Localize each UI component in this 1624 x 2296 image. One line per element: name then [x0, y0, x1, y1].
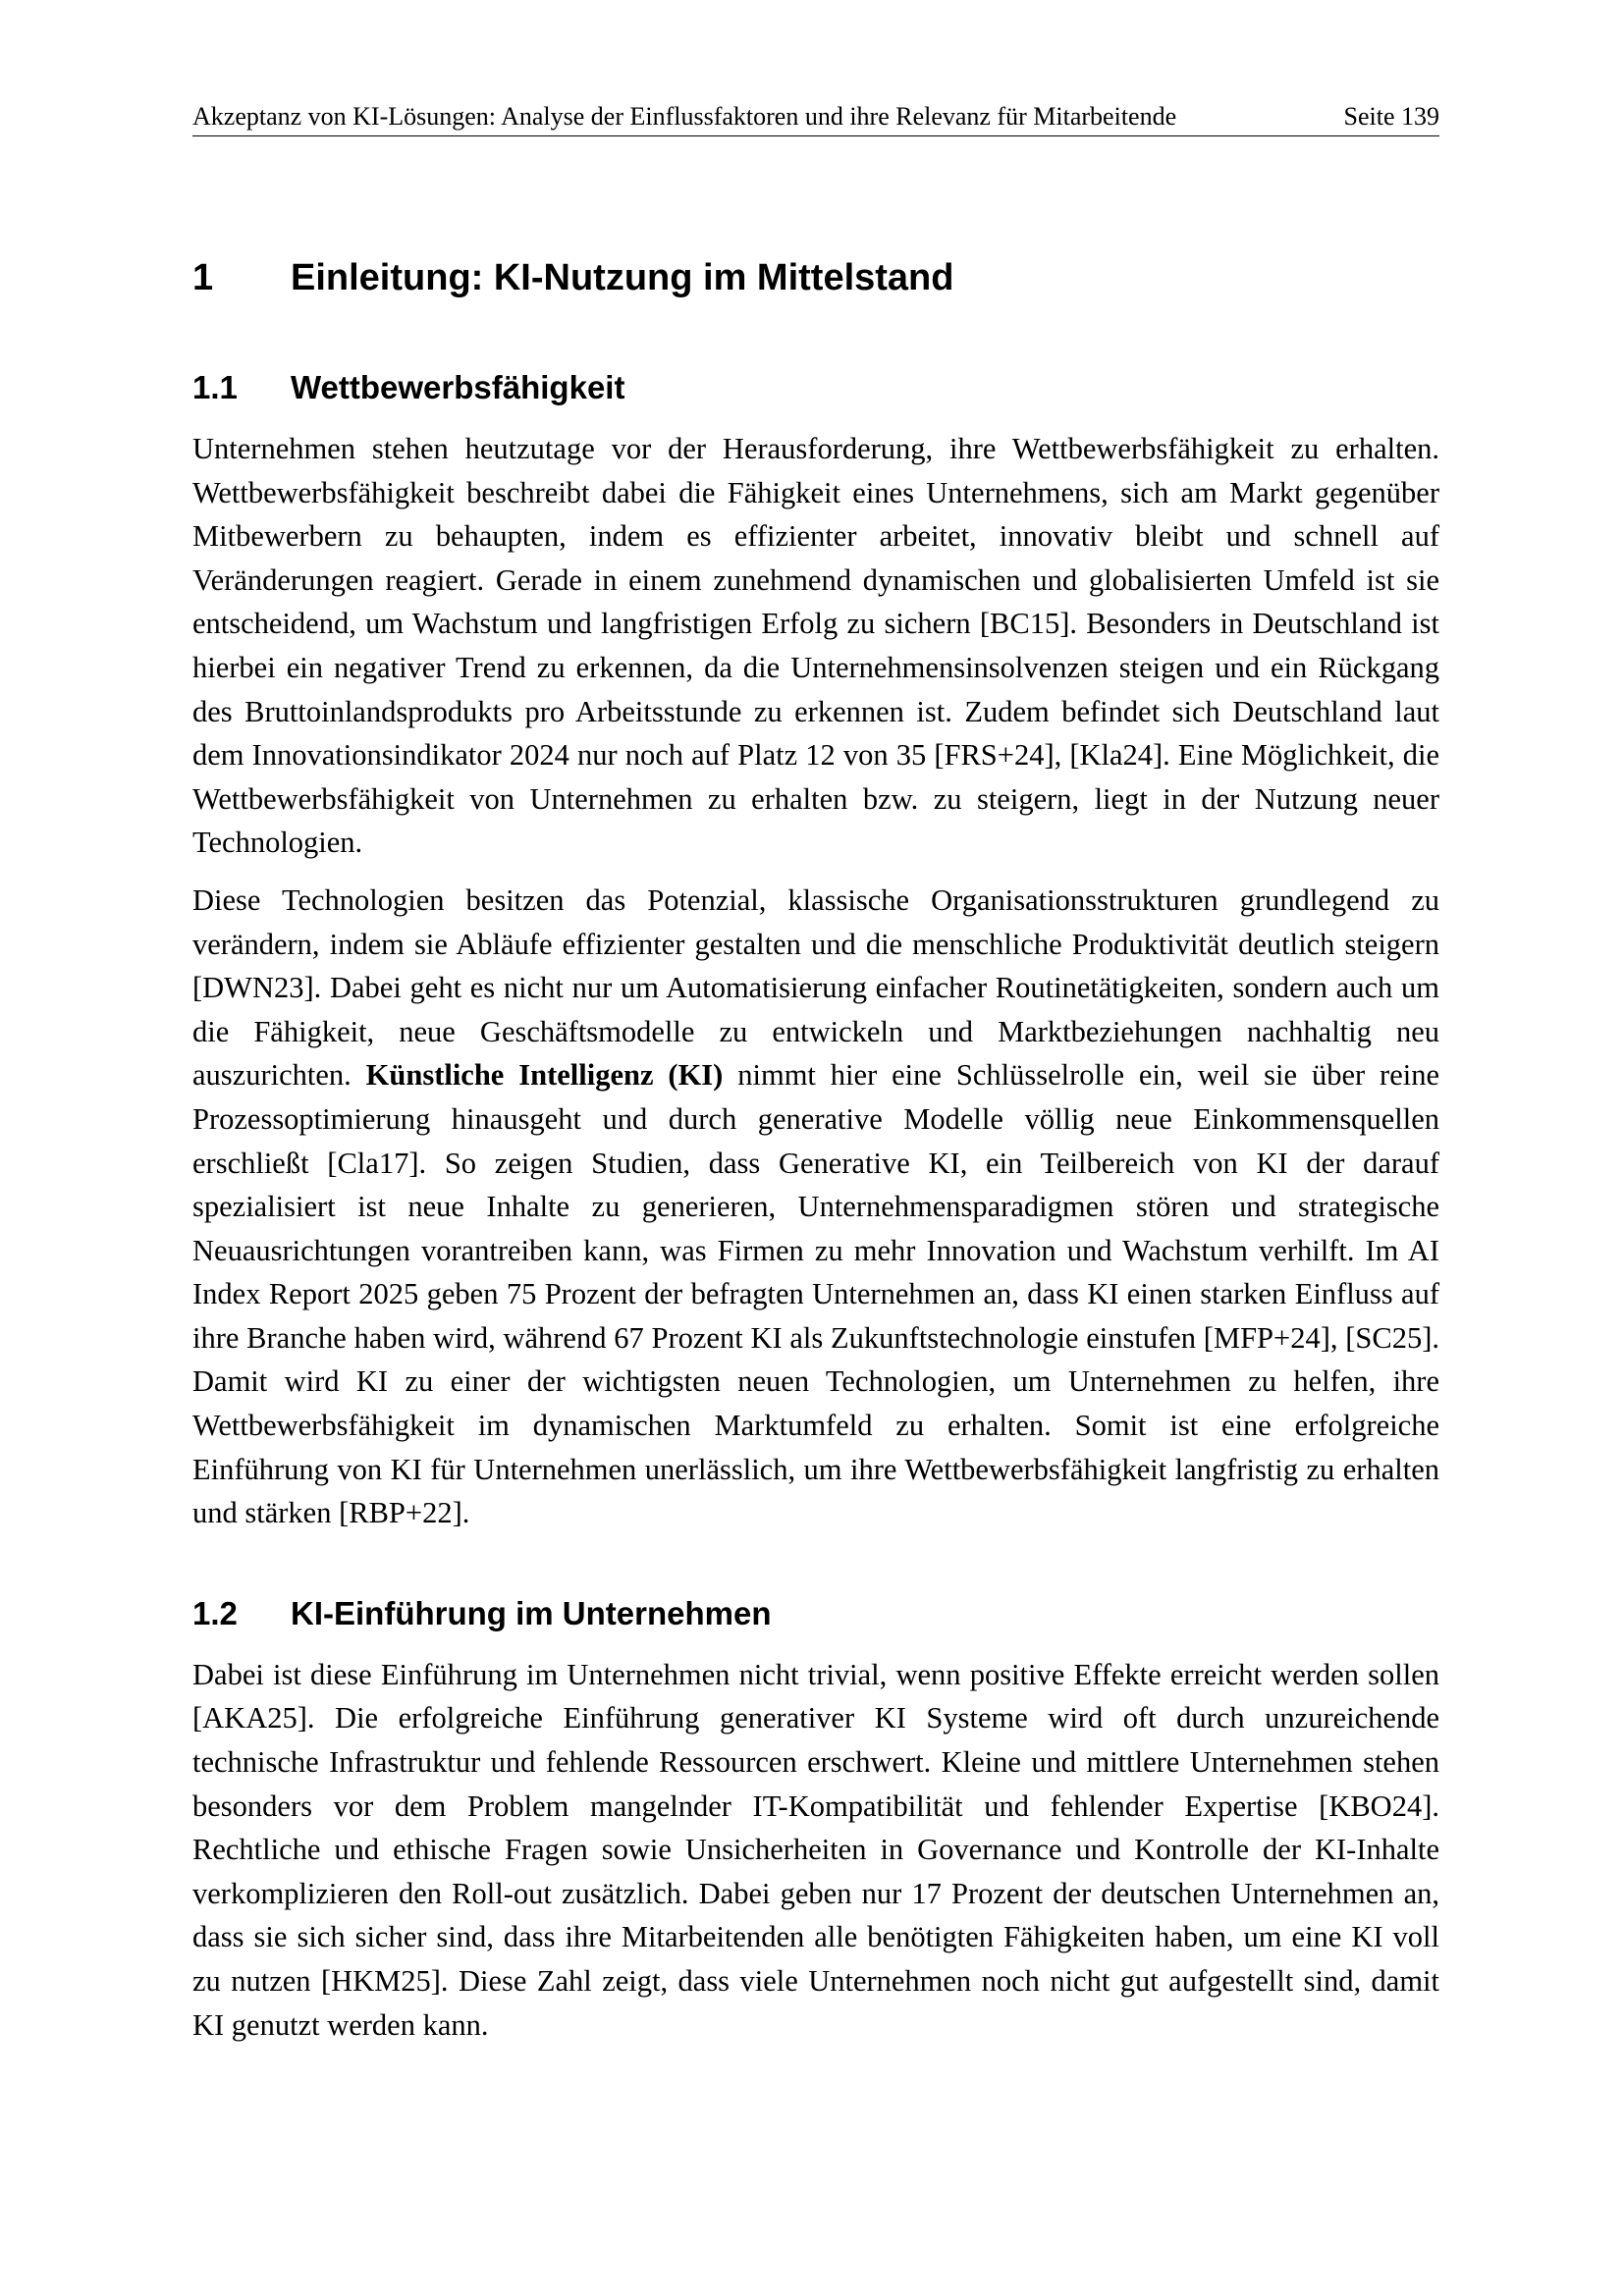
paragraph — [192, 879, 1439, 1535]
section-number: 1.2 — [192, 1594, 238, 1631]
page-number: Seite 139 — [1343, 102, 1439, 131]
section-heading-1-2 — [192, 1594, 1439, 1633]
paragraph-text: nimmt hier eine Schlüsselrolle ein, weil sie über reine Prozessoptimierung hinausgeht und durch generative Modelle völlig neue Einkommensquellen erschließt [Cla17]. So zeigen Studien, dass Generative KI, ein Teilbereich von KI der darauf spezialisiert ist neue Inhalte zu generieren, Unternehmensparadigmen stören und strategische Neuausrichtungen vorantreiben kann, was Firmen zu mehr Innovation und Wachstum verhilft. Im AI Index Report 2025 geben 75 Prozent der befragten Unternehmen an, dass KI einen starken Einfluss auf ihre Branche haben wird, während 67 Prozent KI als Zukunftstechnologie einstufen [MFP+24], [SC25]. Damit wird KI zu einer der wichtigsten neuen Technologien, um Unternehmen zu helfen, ihre Wettbewerbsfähigkeit im dynamischen Marktumfeld zu erhalten. Somit ist eine erfolgreiche Einführung von KI für Unternehmen unerlässlich, um ihre Wettbewerbsfähigkeit langfristig zu erhalten und stärken [RBP+22]. — [192, 1058, 1440, 1530]
term-highlight: Künstliche Intelligenz (KI) — [365, 1058, 724, 1093]
section-title: KI-Einführung im Unternehmen — [291, 1594, 772, 1631]
page — [192, 102, 1439, 2047]
chapter-title: Einleitung: KI-Nutzung im Mittelstand — [291, 257, 954, 298]
running-header — [192, 102, 1439, 136]
paragraph: Dabei ist diese Einführung im Unternehmen nicht trivial, wenn positive Effekte erreicht werden sollen [AKA25]. Die erfolgreiche Einführung generativer KI Systeme wird oft durch unzureichende technische Infrastruktur und fehlende Ressourcen erschwert. Kleine und mittlere Unternehmen stehen besonders vor dem Problem mangelnder IT-Kompatibilität und fehlender Expertise [KBO24]. Rechtliche und ethische Fragen sowie Unsicherheiten in Governance und Kontrolle der KI-Inhalte verkomplizieren den Roll-out zusätzlich. Dabei geben nur 17 Prozent der deutschen Unternehmen an, dass sie sich sicher sind, dass ihre Mitarbeitenden alle benötigten Fähigkeiten haben, um eine KI voll zu nutzen [HKM25]. Diese Zahl zeigt, dass viele Unternehmen noch nicht gut aufgestellt sind, damit KI genutzt werden kann. — [192, 1657, 1439, 2042]
header-title: Akzeptanz von KI-Lösungen: Analyse der Einflussfaktoren und ihre Relevanz für Mitarbeitende — [192, 102, 1177, 131]
paragraph: Unternehmen stehen heutzutage vor der Herausforderung, ihre Wettbewerbsfähigkeit zu erhalten. Wettbewerbsfähigkeit beschreibt dabei die Fähigkeit eines Unternehmens, sich am Markt gegenüber Mitbewerbern zu behaupten, indem es effizienter arbeitet, innovativ bleibt und schnell auf Veränderungen reagiert. Gerade in einem zunehmend dynamischen und globalisierten Umfeld ist sie entscheidend, um Wachstum und langfristigen Erfolg zu sichern [BC15]. Besonders in Deutschland ist hierbei ein negativer Trend zu erkennen, da die Unternehmensinsolvenzen steigen und ein Rückgang des Bruttoinlandsprodukts pro Arbeitsstunde zu erkennen ist. Zudem befindet sich Deutschland laut dem Innovationsindikator 2024 nur noch auf Platz 12 von 35 [FRS+24], [Kla24]. Eine Möglichkeit, die Wettbewerbsfähigkeit von Unternehmen zu erhalten bzw. zu steigern, liegt in der Nutzung neuer Technologien. — [192, 432, 1439, 860]
chapter-heading — [192, 256, 1439, 299]
section-number: 1.1 — [192, 369, 238, 405]
paragraph-text: Diese Technologien besitzen das Potenzial, klassische Organisationsstrukturen grundlegend zu verändern, indem sie Abläufe effizienter gestalten und die menschliche Produktivität deutlich steigern [DWN23]. Dabei geht es nicht nur um Automatisierung einfacher Routinetätigkeiten, sondern auch um die Fähigkeit, neue Geschäftsmodelle zu entwickeln und Marktbeziehungen nachhaltig neu auszurichten. — [192, 882, 1439, 1093]
chapter-number: 1 — [192, 257, 214, 298]
section-heading-1-1 — [192, 368, 1439, 407]
section-title: Wettbewerbsfähigkeit — [291, 369, 625, 405]
